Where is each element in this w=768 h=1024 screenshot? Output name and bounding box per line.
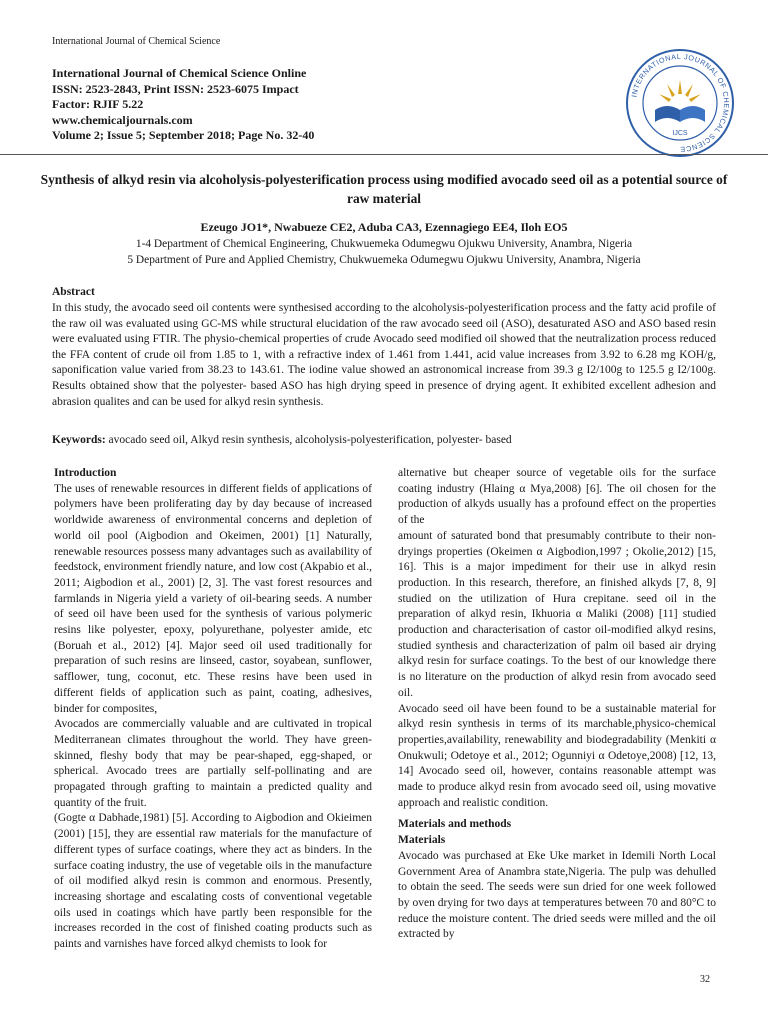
subsection-heading-materials: Materials [398,834,446,847]
abstract-heading: Abstract [52,286,95,298]
paragraph: alternative but cheaper source of vegetable oils for the surface coating industry (Hlaing α Mya,2008) [6]. The oil chosen for the production of alkyds usually has a profound effect on the properties of the [398,467,716,527]
paragraph: amount of saturated bond that presumably contribute to their non-dryings properties (Okeimen α Aigbodion,1997 ; Okolie,2012) [15, 16]. This is a major impediment for their use in alkyd resin production. In this research, therefore, an finished alkyds [7, 8, 9] studied on the utilization of Hura crepitane. seed oil in the preparation of alkyd resin, Ikhuoria α Maliki (2008) [11] studied production and characterisation of castor oil-modified alkyd resins, studied synthesis and characterization of palm oil based air drying alkyd resin for surface coatings. To the best of our knowledge there is no literature on the production of alkyd resin from avocado seed oil. [398,529,716,699]
journal-seal-logo [625,48,735,158]
left-column [54,466,372,953]
header-divider [0,154,768,155]
page-number: 32 [700,974,710,985]
masthead-line: International Journal of Chemical Science Online [52,66,307,80]
sunburst-icon [659,80,701,102]
keywords-text: avocado seed oil, Alkyd resin synthesis, alcoholysis-polyesterification, polyester- based [108,434,512,446]
paragraph: (Gogte α Dabhade,1981) [5]. According to Aigbodion and Okieimen (2001) [15], they are essential raw materials for the manufacture of different types of surface coatings, where they act as binders. In the surface coating industry, the use of vegetable oils in the manufacture of oil modified alkyd resin is common and enormous. Presently, increasing shortage and escalating costs of conventional vegetable oils used in coatings which have partly been responsible for the increases recorded in the cost of finished coating products such as paints and varnishes have forced alkyd chemists to look for [54,812,372,951]
running-head: International Journal of Chemical Science [52,36,221,47]
paragraph: Avocado seed oil have been found to be a sustainable material for alkyd resin synthesis in terms of its marchable,physico-chemical properties,availability, renewability and biodegradability (Menkiti α Onukwuli; Odetoye et al., 2012; Ogunniyi α Odetoye,2008) [12, 13, 14] Avocado seed oil, however, contains reasonable attempt was made to produce alkyd resin from avocado seed oil, using movative approach and realistic condition. [398,702,716,809]
paragraph: Avocado was purchased at Eke Uke market in Idemili North Local Government Area of Anambra state,Nigeria. The pulp was dehulled to obtain the seed. The seeds were sun dried for one week followed by oven drying for two days at temperatures between 70 and 80°C to reduce the moisture content. The dried seeds were milled and the oil extracted by [398,849,716,941]
masthead-line: Volume 2; Issue 5; September 2018; Page No. 32-40 [52,128,315,142]
author-list: Ezeugo JO1*, Nwabueze CE2, Aduba CA3, Ezennagiego EE4, Iloh EO5 [200,220,568,234]
abstract-text: In this study, the avocado seed oil contents were synthesised according to the alcoholysis-polyesterification process and the fatty acid profile of the raw oil was evaluated using GC-MS while structural elucidation of the raw avocado seed oil (ASO), desaturated ASO and ASO based resin were evaluated using FTIR. The physio-chemical properties of crude Avocado seed modified oil showed that the neutralization process reduced the FFA content of crude oil from 1.85 to 1, with a refractive index of 1.461 from 1.441, acid value increases from 3.92 to 6.28 mg KOH/g, saponification value varied from 38.23 to 143.61. The iodine value showed an astronomical increase from 39.3 g I2/100g to 125.5 g I2/100g. Results obtained show that the polyester- based ASO has high drying speed in presence of drying agent. It exhibited excellent adhesion and abrasion qualites and can be used for alkyd resin synthesis. [52,302,716,408]
open-book-icon [655,106,705,122]
right-column [398,466,716,943]
paper-title: Synthesis of alkyd resin via alcoholysis-polyesterification process using modified avocado seed oil as a potential source of raw material [40,172,728,206]
keywords-label: Keywords: [52,434,106,446]
affiliation-1: 1-4 Department of Chemical Engineering, Chukwuemeka Odumegwu Ojukwu University, Anambra, Nigeria [135,238,633,250]
masthead-line: www.chemicaljournals.com [52,112,193,127]
masthead-line: ISSN: 2523-2843, Print ISSN: 2523-6075 Impact [52,81,299,96]
svg-text:INTERNATIONAL JOURNAL OF CHEMI: INTERNATIONAL JOURNAL OF CHEMICAL SCIENCE [629,51,732,155]
masthead-line: Factor: RJIF 5.22 [52,97,144,111]
svg-text:IJCS: IJCS [672,130,688,137]
section-heading-introduction: Introduction [54,467,117,479]
keywords [52,434,716,446]
section-heading-materials-methods: Materials and methods [398,818,512,831]
affiliation-2: 5 Department of Pure and Applied Chemistry, Chukwuemeka Odumegwu Ojukwu University, Anambra, Nigeria [127,254,641,266]
journal-masthead [52,66,314,144]
paragraph: Avocados are commercially valuable and are cultivated in tropical Mediterranean climates throughout the world. They have green-skinned, fleshy body that may be pear-shaped, egg-shaped, or spherical. Avocado trees are partially self-pollinating and are propagated through grafting to maintain a predicted quality and quantity of the fruit. [54,718,372,809]
paragraph: The uses of renewable resources in different fields of applications of polymers have been proliferating day by day because of increased worldwide awareness of environmental concerns and depletion of world oil pool (Aigbodion and Okeimen, 2001) [1] Naturally, renewable resources possess many advantages such as availability of feedstock, environment friendly nature, and low cost (Akpabio et al., 2011; Aigbodion et al., 2001) [2, 3]. The vast forest resources and farmlands in Nigeria yield a variety of oil-bearing seeds. A number of seed oil have been used for the synthesis of various polymeric resins like polyester, epoxy, polyurethane, polyester amide, etc (Boruah et al., 2012) [4]. Major seed oil used traditionally for preparation of such resins are linseed, castor, soyabean, sunflower, safflower, tung, coconut, etc. These resins have been used in different fields of application such as paint, coating, adhesives, binder for composites, [54,482,372,715]
